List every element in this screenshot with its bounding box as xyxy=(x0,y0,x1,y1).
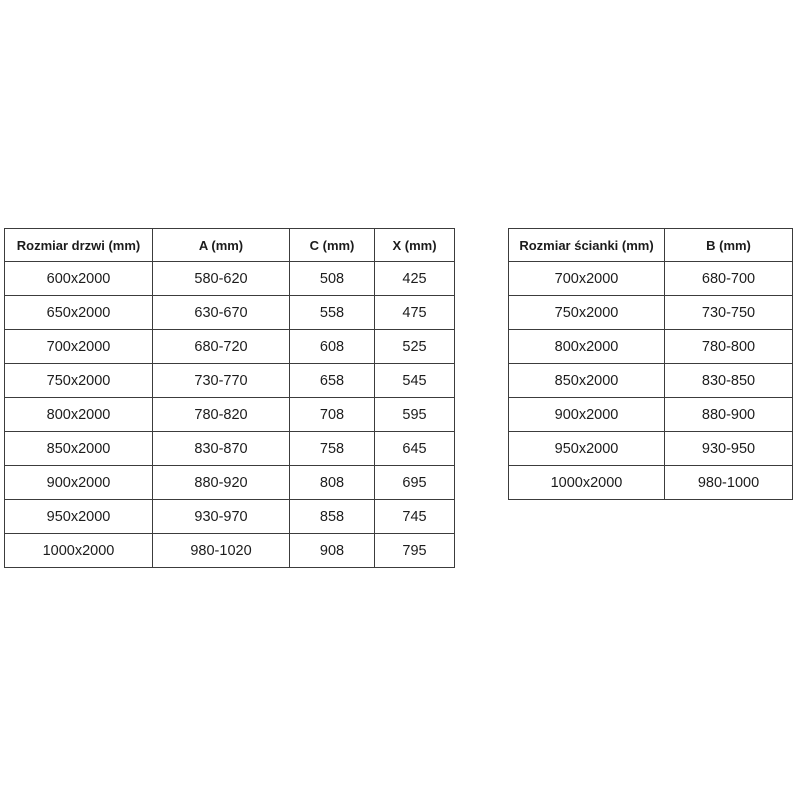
column-header: Rozmiar ścianki (mm) xyxy=(509,229,665,262)
table-row xyxy=(5,432,455,466)
table-cell: 780-800 xyxy=(665,330,793,364)
table-cell: 645 xyxy=(375,432,455,466)
table-cell: 908 xyxy=(290,534,375,568)
table-cell: 1000x2000 xyxy=(509,466,665,500)
door-table-header xyxy=(5,229,455,262)
table-cell: 980-1000 xyxy=(665,466,793,500)
table-cell: 930-950 xyxy=(665,432,793,466)
table-cell: 850x2000 xyxy=(5,432,153,466)
table-cell: 880-920 xyxy=(153,466,290,500)
table-cell: 830-850 xyxy=(665,364,793,398)
table-cell: 800x2000 xyxy=(509,330,665,364)
table-cell: 850x2000 xyxy=(509,364,665,398)
table-cell: 1000x2000 xyxy=(5,534,153,568)
table-cell: 475 xyxy=(375,296,455,330)
header-row xyxy=(5,229,455,262)
table-cell: 750x2000 xyxy=(509,296,665,330)
table-cell: 580-620 xyxy=(153,262,290,296)
table-cell: 708 xyxy=(290,398,375,432)
table-cell: 758 xyxy=(290,432,375,466)
table-cell: 695 xyxy=(375,466,455,500)
table-cell: 730-750 xyxy=(665,296,793,330)
table-row xyxy=(509,330,793,364)
door-table-body xyxy=(5,262,455,568)
table-cell: 808 xyxy=(290,466,375,500)
table-cell: 930-970 xyxy=(153,500,290,534)
table-cell: 650x2000 xyxy=(5,296,153,330)
table-cell: 595 xyxy=(375,398,455,432)
table-row xyxy=(5,500,455,534)
table-cell: 880-900 xyxy=(665,398,793,432)
table-row xyxy=(509,262,793,296)
table-cell: 545 xyxy=(375,364,455,398)
table-row xyxy=(5,330,455,364)
table-cell: 780-820 xyxy=(153,398,290,432)
wall-table-body xyxy=(509,262,793,500)
table-cell: 658 xyxy=(290,364,375,398)
table-cell: 950x2000 xyxy=(5,500,153,534)
table-cell: 730-770 xyxy=(153,364,290,398)
table-row xyxy=(5,296,455,330)
table-row xyxy=(509,364,793,398)
table-cell: 525 xyxy=(375,330,455,364)
table-cell: 950x2000 xyxy=(509,432,665,466)
table-cell: 680-720 xyxy=(153,330,290,364)
table-cell: 750x2000 xyxy=(5,364,153,398)
column-header: X (mm) xyxy=(375,229,455,262)
table-cell: 795 xyxy=(375,534,455,568)
door-dimensions-table xyxy=(4,228,455,568)
table-cell: 900x2000 xyxy=(5,466,153,500)
table-cell: 700x2000 xyxy=(509,262,665,296)
table-row xyxy=(5,398,455,432)
column-header: A (mm) xyxy=(153,229,290,262)
table-cell: 680-700 xyxy=(665,262,793,296)
table-cell: 558 xyxy=(290,296,375,330)
table-row xyxy=(5,364,455,398)
table-row xyxy=(509,398,793,432)
table-cell: 425 xyxy=(375,262,455,296)
table-cell: 830-870 xyxy=(153,432,290,466)
table-row xyxy=(509,296,793,330)
table-cell: 900x2000 xyxy=(509,398,665,432)
table-row xyxy=(5,534,455,568)
table-cell: 800x2000 xyxy=(5,398,153,432)
table-row xyxy=(509,466,793,500)
table-cell: 608 xyxy=(290,330,375,364)
wall-dimensions-table xyxy=(508,228,793,500)
table-cell: 980-1020 xyxy=(153,534,290,568)
table-row xyxy=(509,432,793,466)
table-cell: 508 xyxy=(290,262,375,296)
table-cell: 858 xyxy=(290,500,375,534)
column-header: C (mm) xyxy=(290,229,375,262)
header-row xyxy=(509,229,793,262)
table-cell: 600x2000 xyxy=(5,262,153,296)
table-cell: 745 xyxy=(375,500,455,534)
wall-table-header xyxy=(509,229,793,262)
table-cell: 700x2000 xyxy=(5,330,153,364)
table-row xyxy=(5,466,455,500)
column-header: Rozmiar drzwi (mm) xyxy=(5,229,153,262)
column-header: B (mm) xyxy=(665,229,793,262)
table-row xyxy=(5,262,455,296)
table-cell: 630-670 xyxy=(153,296,290,330)
